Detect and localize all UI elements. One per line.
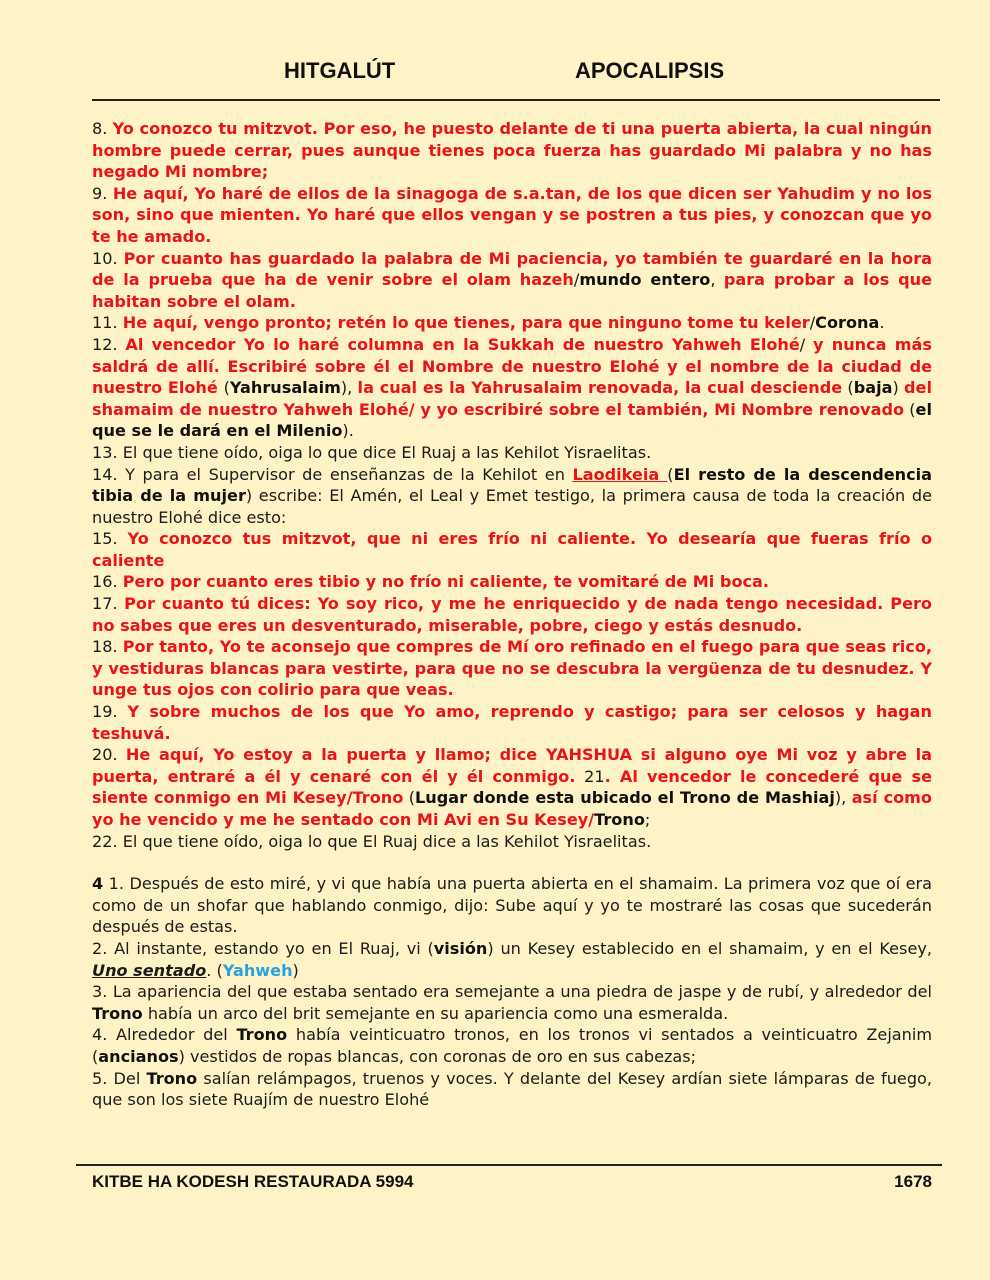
chapter-4-verse-3: 3. La apariencia del que estaba sentado era semejante a una piedra de jaspe y de rubí, y alrededor del Trono había un arco del brit semejante en su apariencia como una esmeralda. (92, 982, 932, 1023)
page-body (92, 118, 932, 1111)
header-divider (92, 99, 940, 101)
paragraph-gap (92, 852, 932, 873)
chapter-4-verse-5: 5. Del Trono salían relámpagos, truenos y voces. Y delante del Kesey ardían siete lámparas de fuego, que son los siete Ruajím de nuestro Elohé (92, 1068, 933, 1110)
chapter-number: 4 (92, 874, 104, 894)
footer-divider (76, 1164, 942, 1166)
page-footer (92, 1172, 932, 1192)
verse-19: 19. Y sobre muchos de los que Yo amo, reprendo y castigo; para ser celosos y hagan teshuvá. (92, 702, 932, 743)
verse-12: 12. Al vencedor Yo lo haré columna en la Sukkah de nuestro Yahweh Elohé/ y nunca más saldrá de allí. Escribiré sobre él el Nombre de nuestro Elohé y el nombre de la ciudad de nuestro Elohé (Yahrusalaim), la cual es la Yahrusalaim renovada, la cual desciende (baja) del shamaim de nuestro Yahweh Elohé/ y yo escribiré sobre el también, Mi Nombre renovado (el que se le dará en el Milenio). (92, 334, 932, 441)
chapter-4-verse-1: 4 1. Después de esto miré, y vi que había una puerta abierta en el shamaim. La primera voz que oí era como de un shofar que hablando conmigo, dijo: Sube aquí y yo te mostraré las cosas que sucederán después de estas. (92, 874, 932, 937)
header-book-name: APOCALIPSIS (575, 58, 725, 83)
verse-17: 17. Por cuanto tú dices: Yo soy rico, y me he enriquecido y de nada tengo necesidad. Pero no sabes que eres un desventurado, miserable, pobre, ciego y estás desnudo. (92, 594, 932, 635)
verse-14: 14. Y para el Supervisor de enseñanzas de la Kehilot en Laodikeia (El resto de la descendencia tibia de la mujer) escribe: El Amén, el Leal y Emet testigo, la primera causa de toda la creación de nuestro Elohé dice esto: (92, 464, 933, 527)
page-header (92, 58, 940, 90)
verse-20-21: 20. He aquí, Yo estoy a la puerta y llamo; dice YAHSHUA si alguno oye Mi voz y abre la puerta, entraré a él y cenaré con él y él conmigo. 21. Al vencedor le concederé que se siente conmigo en Mi Kesey/Trono (Lugar donde esta ubicado el Trono de Mashiaj), así como yo he vencido y me he sentado con Mi Avi en Su Kesey/Trono; (92, 745, 932, 829)
chapter-4-verse-2: 2. Al instante, estando yo en El Ruaj, vi (visión) un Kesey establecido en el shamaim, y en el Kesey, Uno sentado. (Yahweh) (92, 938, 932, 980)
verse-9: 9. He aquí, Yo haré de ellos de la sinagoga de s.a.tan, de los que dicen ser Yahudim y no los son, sino que mienten. Yo haré que ellos vengan y se postren a tus pies, y conozcan que yo te he amado. (92, 183, 932, 246)
verse-11: 11. He aquí, vengo pronto; retén lo que tienes, para que ninguno tome tu keler/Corona. (92, 313, 885, 333)
page-number: 1678 (894, 1172, 932, 1191)
footer-book-title: KITBE HA KODESH RESTAURADA 5994 (92, 1172, 414, 1191)
laodikeia-link[interactable]: Laodikeia (572, 464, 668, 484)
header-book-title: HITGALÚT (284, 58, 396, 83)
verse-22: 22. El que tiene oído, oiga lo que El Ruaj dice a las Kehilot Yisraelitas. (92, 831, 652, 851)
verse-18: 18. Por tanto, Yo te aconsejo que compres de Mí oro refinado en el fuego para que seas rico, y vestiduras blancas para vestirte, para que no se descubra la vergüenza de tu desnudez. Y unge tus ojos con colirio para que veas. (92, 637, 933, 700)
verse-15: 15. Yo conozco tus mitzvot, que ni eres frío ni caliente. Yo desearía que fueras frío o caliente (92, 529, 932, 570)
verse-13: 13. El que tiene oído, oiga lo que dice El Ruaj a las Kehilot Yisraelitas. (92, 442, 652, 462)
verse-16: 16. Pero por cuanto eres tibio y no frío ni caliente, te vomitaré de Mi boca. (92, 572, 770, 592)
verse-10: 10. Por cuanto has guardado la palabra de Mi paciencia, yo también te guardaré en la hora de la prueba que ha de venir sobre el olam hazeh/mundo entero, para probar a los que habitan sobre el olam. (92, 248, 933, 311)
verse-8: 8. Yo conozco tu mitzvot. Por eso, he puesto delante de ti una puerta abierta, la cual ningún hombre puede cerrar, pues aunque tienes poca fuerza has guardado Mi palabra y no has negado Mi nombre; (92, 119, 932, 182)
chapter-4-verse-4: 4. Alrededor del Trono había veinticuatro tronos, en los tronos vi sentados a veinticuatro Zejanim (ancianos) vestidos de ropas blancas, con coronas de oro en sus cabezas; (92, 1025, 933, 1066)
